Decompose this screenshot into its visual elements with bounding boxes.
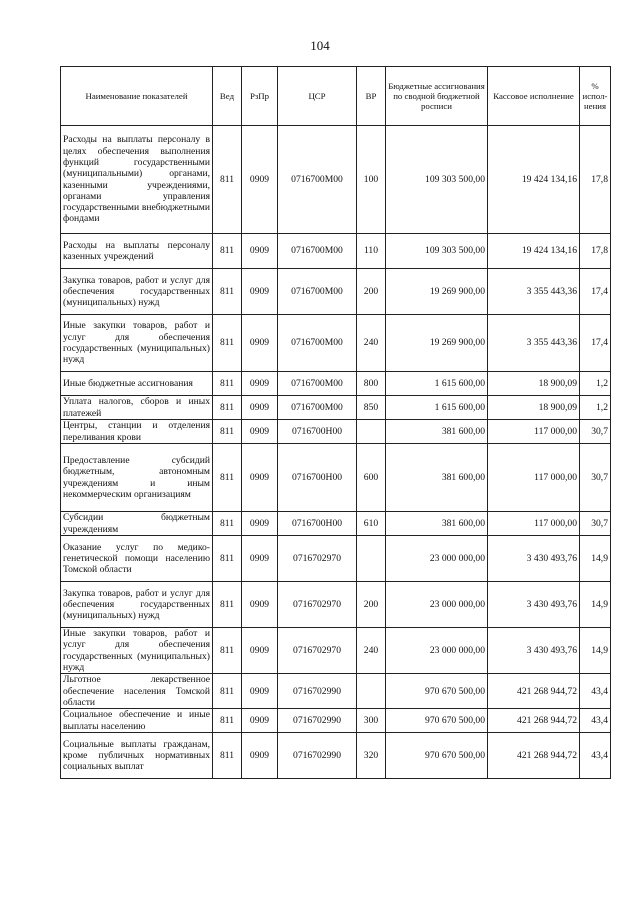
row-csr: 0716702990 — [278, 674, 357, 709]
row-rzpr: 0909 — [242, 733, 278, 779]
header-budget: Бюджетные ассигнования по сводной бюджетной росписи — [386, 67, 488, 126]
row-vr — [357, 536, 386, 582]
row-cash: 3 355 443,36 — [488, 315, 580, 372]
header-rzpr: РзПр — [242, 67, 278, 126]
row-cash: 18 900,09 — [488, 372, 580, 396]
header-cash: Кассовое исполнение — [488, 67, 580, 126]
header-pct: % испол-нения — [580, 67, 611, 126]
row-vr: 800 — [357, 372, 386, 396]
row-rzpr: 0909 — [242, 315, 278, 372]
row-vr — [357, 674, 386, 709]
row-budget: 19 269 900,00 — [386, 315, 488, 372]
row-name: Расходы на выплаты персоналу в целях обеспечения выполнения функций государственными (муниципальными) органами, казенными учреждениями, органами управления государственными внебюджетными фондами — [61, 126, 213, 234]
row-csr: 0716702990 — [278, 709, 357, 733]
table-row — [61, 709, 611, 733]
row-cash: 3 355 443,36 — [488, 269, 580, 315]
row-ved: 811 — [213, 512, 242, 536]
row-vr: 240 — [357, 315, 386, 372]
row-budget: 19 269 900,00 — [386, 269, 488, 315]
row-ved: 811 — [213, 444, 242, 512]
row-name: Центры, станции и отделения переливания крови — [61, 420, 213, 444]
table-row — [61, 372, 611, 396]
row-cash: 3 430 493,76 — [488, 628, 580, 674]
table-row — [61, 582, 611, 628]
row-name: Социальное обеспечение и иные выплаты населению — [61, 709, 213, 733]
row-budget: 381 600,00 — [386, 512, 488, 536]
row-ved: 811 — [213, 674, 242, 709]
row-vr: 200 — [357, 269, 386, 315]
row-vr: 200 — [357, 582, 386, 628]
table-row — [61, 269, 611, 315]
row-pct: 14,9 — [580, 628, 611, 674]
row-rzpr: 0909 — [242, 234, 278, 269]
row-csr: 0716700Н00 — [278, 444, 357, 512]
row-pct: 43,4 — [580, 733, 611, 779]
table-row — [61, 234, 611, 269]
row-cash: 3 430 493,76 — [488, 536, 580, 582]
row-cash: 117 000,00 — [488, 444, 580, 512]
row-rzpr: 0909 — [242, 372, 278, 396]
row-ved: 811 — [213, 628, 242, 674]
header-name: Наименование показателей — [61, 67, 213, 126]
row-csr: 0716702970 — [278, 582, 357, 628]
row-vr: 850 — [357, 396, 386, 420]
row-cash: 117 000,00 — [488, 512, 580, 536]
row-budget: 23 000 000,00 — [386, 582, 488, 628]
row-ved: 811 — [213, 582, 242, 628]
row-pct: 1,2 — [580, 372, 611, 396]
row-rzpr: 0909 — [242, 444, 278, 512]
row-pct: 43,4 — [580, 709, 611, 733]
row-name: Расходы на выплаты персоналу казенных учреждений — [61, 234, 213, 269]
row-rzpr: 0909 — [242, 582, 278, 628]
row-budget: 381 600,00 — [386, 444, 488, 512]
header-ved: Вед — [213, 67, 242, 126]
row-name: Социальные выплаты гражданам, кроме публичных нормативных социальных выплат — [61, 733, 213, 779]
row-rzpr: 0909 — [242, 269, 278, 315]
row-csr: 0716700М00 — [278, 372, 357, 396]
row-budget: 23 000 000,00 — [386, 536, 488, 582]
header-vr: ВР — [357, 67, 386, 126]
row-vr — [357, 420, 386, 444]
row-rzpr: 0909 — [242, 420, 278, 444]
header-csr: ЦСР — [278, 67, 357, 126]
row-name: Уплата налогов, сборов и иных платежей — [61, 396, 213, 420]
row-cash: 421 268 944,72 — [488, 733, 580, 779]
row-cash: 3 430 493,76 — [488, 582, 580, 628]
row-budget: 109 303 500,00 — [386, 234, 488, 269]
row-pct: 43,4 — [580, 674, 611, 709]
row-pct: 17,4 — [580, 315, 611, 372]
budget-table — [60, 66, 611, 779]
row-pct: 30,7 — [580, 420, 611, 444]
row-cash: 19 424 134,16 — [488, 234, 580, 269]
row-pct: 17,8 — [580, 234, 611, 269]
row-pct: 1,2 — [580, 396, 611, 420]
row-budget: 381 600,00 — [386, 420, 488, 444]
row-name: Иные бюджетные ассигнования — [61, 372, 213, 396]
row-rzpr: 0909 — [242, 536, 278, 582]
table-row — [61, 536, 611, 582]
row-csr: 0716702990 — [278, 733, 357, 779]
row-cash: 421 268 944,72 — [488, 674, 580, 709]
row-vr: 300 — [357, 709, 386, 733]
row-name: Льготное лекарственное обеспечение населения Томской области — [61, 674, 213, 709]
row-budget: 970 670 500,00 — [386, 709, 488, 733]
row-budget: 970 670 500,00 — [386, 733, 488, 779]
row-rzpr: 0909 — [242, 512, 278, 536]
row-pct: 14,9 — [580, 536, 611, 582]
row-ved: 811 — [213, 126, 242, 234]
table-row — [61, 733, 611, 779]
row-name: Субсидии бюджетным учреждениям — [61, 512, 213, 536]
row-budget: 23 000 000,00 — [386, 628, 488, 674]
row-pct: 30,7 — [580, 512, 611, 536]
row-ved: 811 — [213, 372, 242, 396]
row-rzpr: 0909 — [242, 709, 278, 733]
row-rzpr: 0909 — [242, 628, 278, 674]
row-cash: 421 268 944,72 — [488, 709, 580, 733]
row-csr: 0716700Н00 — [278, 420, 357, 444]
table-row — [61, 444, 611, 512]
row-pct: 17,8 — [580, 126, 611, 234]
row-ved: 811 — [213, 234, 242, 269]
row-ved: 811 — [213, 733, 242, 779]
row-ved: 811 — [213, 315, 242, 372]
row-budget: 1 615 600,00 — [386, 396, 488, 420]
row-ved: 811 — [213, 420, 242, 444]
row-rzpr: 0909 — [242, 396, 278, 420]
row-budget: 1 615 600,00 — [386, 372, 488, 396]
table-row — [61, 628, 611, 674]
row-name: Предоставление субсидий бюджетным, автономным учреждениям и иным некоммерческим организациям — [61, 444, 213, 512]
row-vr: 110 — [357, 234, 386, 269]
page-number: 104 — [310, 38, 330, 53]
row-csr: 0716700М00 — [278, 269, 357, 315]
row-ved: 811 — [213, 709, 242, 733]
row-cash: 19 424 134,16 — [488, 126, 580, 234]
row-vr: 320 — [357, 733, 386, 779]
row-csr: 0716700М00 — [278, 126, 357, 234]
row-cash: 117 000,00 — [488, 420, 580, 444]
row-name: Оказание услуг по медико-генетической помощи населению Томской области — [61, 536, 213, 582]
row-pct: 14,9 — [580, 582, 611, 628]
table-row — [61, 396, 611, 420]
row-budget: 970 670 500,00 — [386, 674, 488, 709]
row-csr: 0716700М00 — [278, 396, 357, 420]
table-row — [61, 126, 611, 234]
row-name: Иные закупки товаров, работ и услуг для обеспечения государственных (муниципальных) нужд — [61, 628, 213, 674]
row-budget: 109 303 500,00 — [386, 126, 488, 234]
row-ved: 811 — [213, 269, 242, 315]
row-pct: 17,4 — [580, 269, 611, 315]
row-csr: 0716702970 — [278, 628, 357, 674]
table-row — [61, 315, 611, 372]
row-csr: 0716702970 — [278, 536, 357, 582]
row-rzpr: 0909 — [242, 126, 278, 234]
row-csr: 0716700Н00 — [278, 512, 357, 536]
row-vr: 240 — [357, 628, 386, 674]
header-row — [61, 67, 611, 126]
row-pct: 30,7 — [580, 444, 611, 512]
row-ved: 811 — [213, 536, 242, 582]
row-vr: 600 — [357, 444, 386, 512]
row-rzpr: 0909 — [242, 674, 278, 709]
row-name: Иные закупки товаров, работ и услуг для обеспечения государственных (муниципальных) нужд — [61, 315, 213, 372]
row-csr: 0716700М00 — [278, 234, 357, 269]
row-vr: 100 — [357, 126, 386, 234]
table-row — [61, 420, 611, 444]
table-row — [61, 512, 611, 536]
row-name: Закупка товаров, работ и услуг для обеспечения государственных (муниципальных) нужд — [61, 582, 213, 628]
row-name: Закупка товаров, работ и услуг для обеспечения государственных (муниципальных) нужд — [61, 269, 213, 315]
table-row — [61, 674, 611, 709]
row-cash: 18 900,09 — [488, 396, 580, 420]
row-vr: 610 — [357, 512, 386, 536]
row-csr: 0716700М00 — [278, 315, 357, 372]
row-ved: 811 — [213, 396, 242, 420]
